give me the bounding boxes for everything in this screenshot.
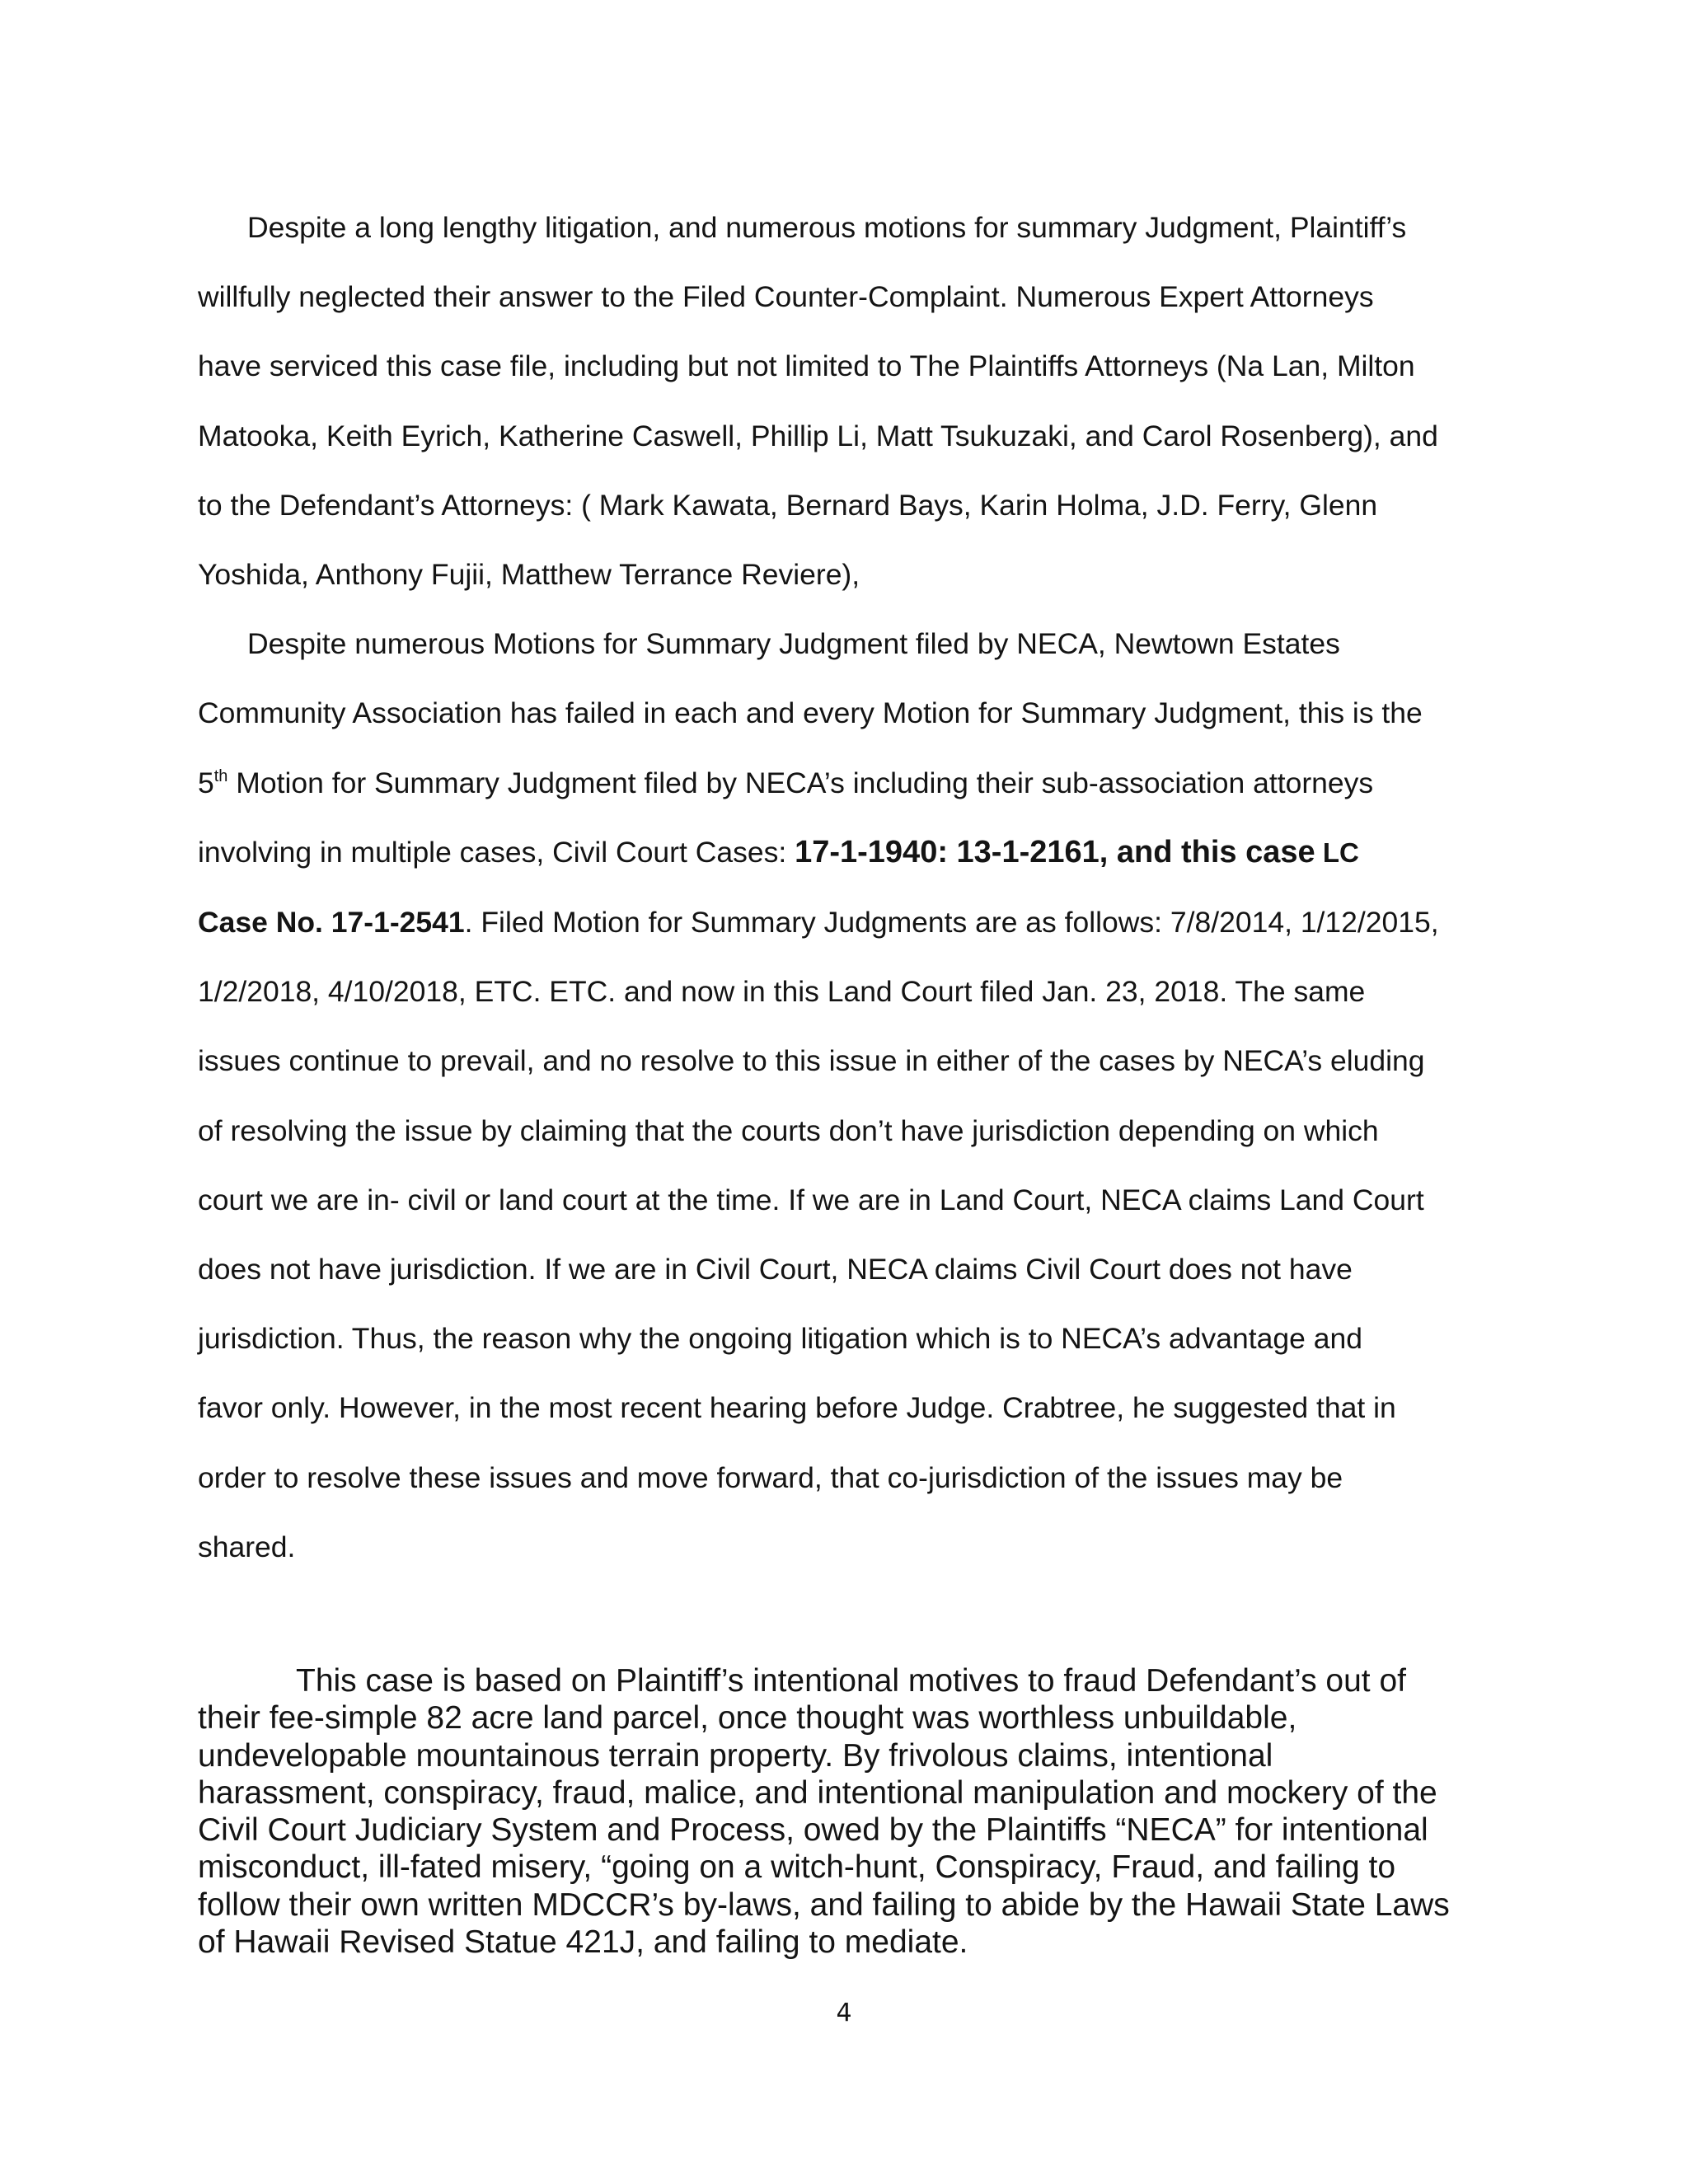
paragraph-line: jurisdiction. Thus, the reason why the ongoing litigation which is to NECA’s advantage and — [198, 1322, 1362, 1356]
paragraph-line: Yoshida, Anthony Fujii, Matthew Terrance Reviere), — [198, 558, 860, 592]
paragraph-line — [198, 818, 1500, 888]
paragraph-line: shared. — [198, 1530, 296, 1563]
paragraph-line: harassment, conspiracy, fraud, malice, and intentional manipulation and mockery of the — [198, 1774, 1437, 1811]
paragraph-line: 1/2/2018, 4/10/2018, ETC. ETC. and now in this Land Court filed Jan. 23, 2018. The same — [198, 975, 1366, 1009]
paragraph-line: of resolving the issue by claiming that the courts don’t have jurisdiction depending on which — [198, 1113, 1379, 1147]
paragraph-line: follow their own written MDCCR’s by-laws, and failing to abide by the Hawaii State Laws — [198, 1886, 1450, 1923]
line-text: . Filed Motion for Summary Judgments are as follows: 7/8/2014, 1/12/2015, — [464, 906, 1439, 940]
case-numbers-bold: 17-1-1940: 13-1-2161, and this case — [795, 834, 1315, 869]
paragraph-line: undevelopable mountainous terrain property. By frivolous claims, intentional — [198, 1737, 1273, 1774]
paragraph-line: Community Association has failed in each and every Motion for Summary Judgment, this is the — [198, 696, 1423, 730]
paragraph-line — [198, 888, 1500, 957]
double-spaced-section — [198, 193, 1500, 1582]
paragraph-line: misconduct, ill-fated misery, “going on a witch-hunt, Conspiracy, Fraud, and failing to — [198, 1849, 1396, 1886]
paragraph-line — [198, 748, 1500, 818]
line-text: involving in multiple cases, Civil Court Cases: — [198, 835, 795, 869]
case-number-bold: Case No. 17-1-2541 — [198, 906, 465, 940]
ordinal-suffix: th — [213, 766, 228, 785]
paragraph-line: Despite a long lengthy litigation, and numerous motions for summary Judgment, Plaintiff’s — [247, 211, 1407, 244]
paragraph-line: does not have jurisdiction. If we are in Civil Court, NECA claims Civil Court does not have — [198, 1253, 1353, 1286]
paragraph-line: Despite numerous Motions for Summary Judgment filed by NECA, Newtown Estates — [247, 627, 1340, 661]
paragraph-line: order to resolve these issues and move forward, that co-jurisdiction of the issues may be — [198, 1460, 1343, 1494]
case-prefix-bold: LC — [1315, 837, 1359, 868]
paragraph-line: Matooka, Keith Eyrich, Katherine Caswell, Phillip Li, Matt Tsukuzaki, and Carol Rosenberg), and — [198, 419, 1438, 452]
paragraph-line: Civil Court Judiciary System and Process, owed by the Plaintiffs “NECA” for intentional — [198, 1812, 1428, 1849]
single-spaced-section — [198, 1662, 1500, 1961]
paragraph-line: willfully neglected their answer to the Filed Counter-Complaint. Numerous Expert Attorneys — [198, 280, 1374, 314]
page-number: 4 — [836, 1999, 852, 2027]
paragraph-line: their fee-simple 82 acre land parcel, once thought was worthless unbuildable, — [198, 1700, 1297, 1736]
line-text: Motion for Summary Judgment filed by NECA’s including their sub-association attorneys — [227, 766, 1374, 799]
paragraph-line: favor only. However, in the most recent hearing before Judge. Crabtree, he suggested that in — [198, 1391, 1396, 1425]
paragraph-line: court we are in- civil or land court at the time. If we are in Land Court, NECA claims Land Court — [198, 1183, 1424, 1216]
ordinal-number: 5 — [198, 766, 214, 799]
paragraph-line: to the Defendant’s Attorneys: ( Mark Kawata, Bernard Bays, Karin Holma, J.D. Ferry, Glenn — [198, 488, 1378, 522]
paragraph-line: of Hawaii Revised Statue 421J, and failing to mediate. — [198, 1924, 968, 1961]
paragraph-line: have serviced this case file, including but not limited to The Plaintiffs Attorneys (Na Lan, Milton — [198, 349, 1415, 383]
paragraph-line: This case is based on Plaintiff’s intentional motives to fraud Defendant’s out of — [296, 1663, 1407, 1699]
paragraph-line: issues continue to prevail, and no resolve to this issue in either of the cases by NECA’s eluding — [198, 1044, 1425, 1078]
